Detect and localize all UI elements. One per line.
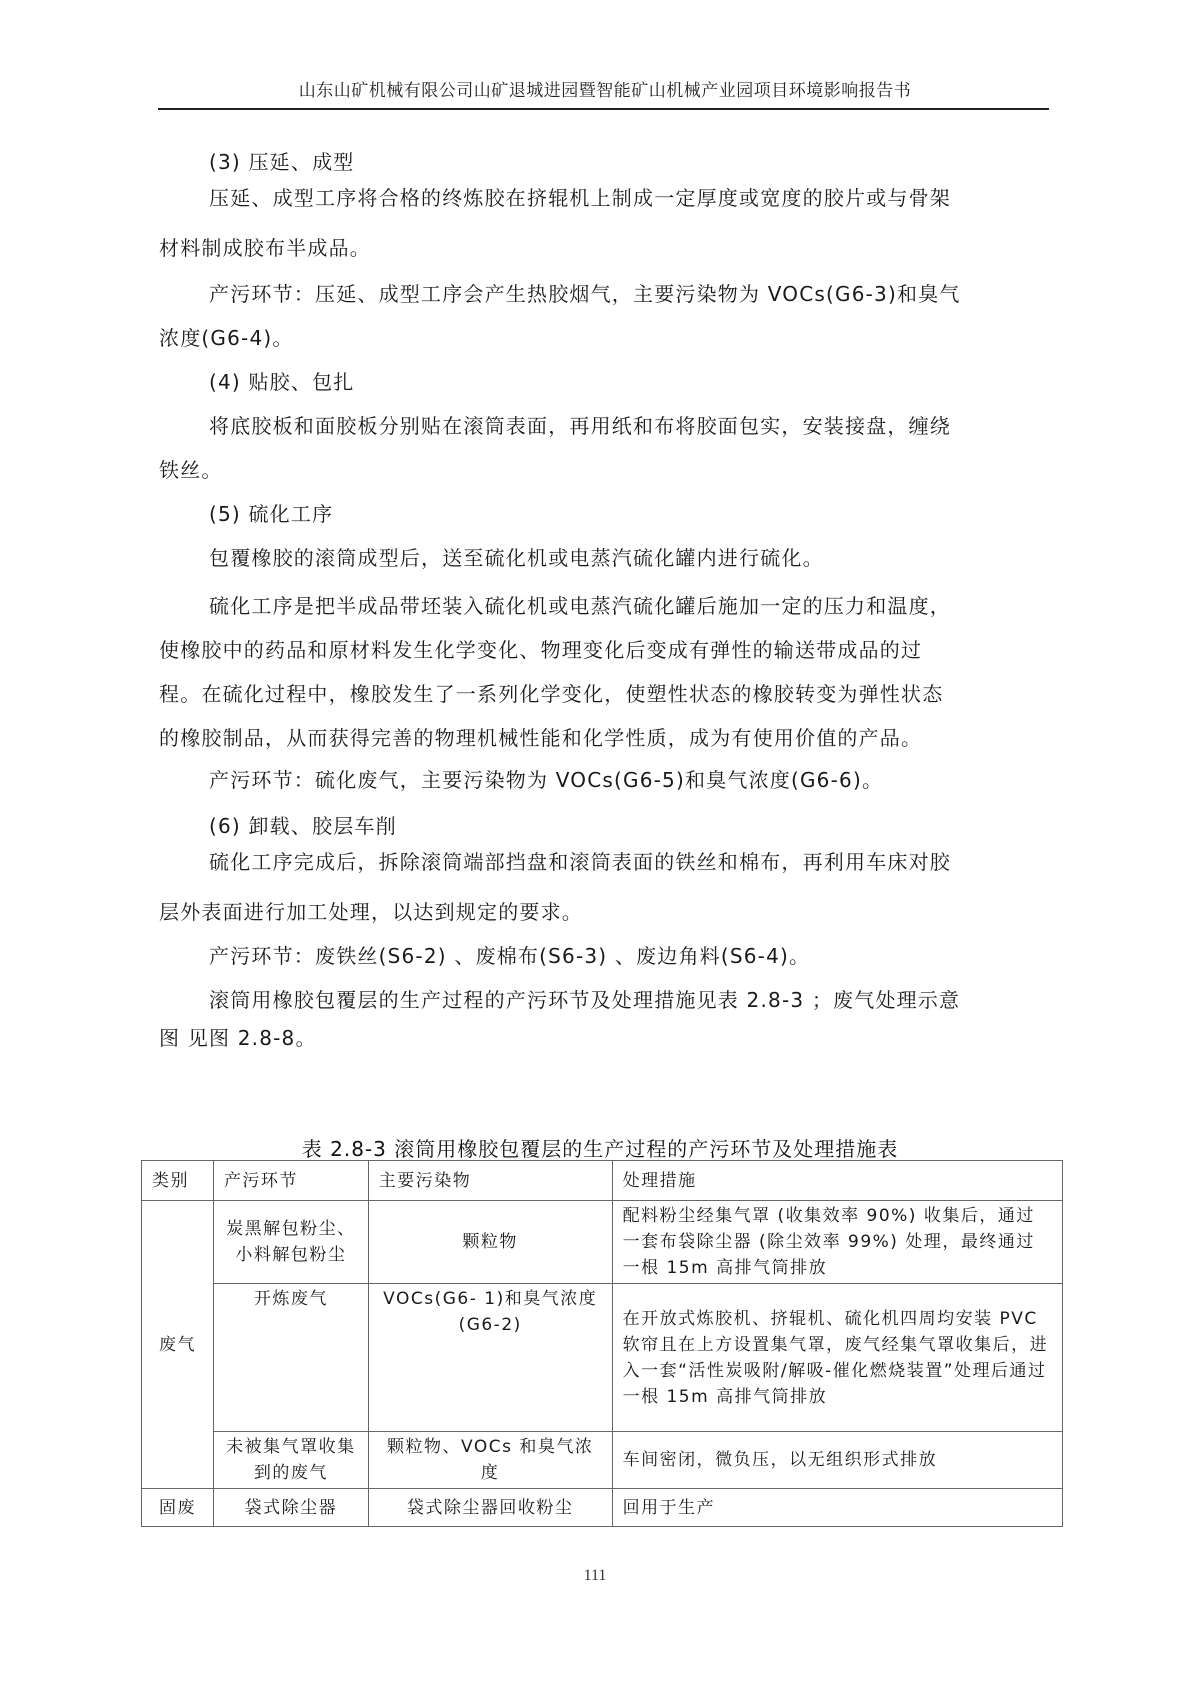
page-number: 111 [583, 1567, 607, 1584]
measure-cell: 在开放式炼胶机、挤辊机、硫化机四周均安装 PVC 软帘且在上方设置集气罩，废气经集气罩收集后，进入一套“活性炭吸附/解吸-催化燃烧装置”处理后通过一根 15m 高排气筒排放 [612, 1284, 1062, 1432]
category-cell: 废气 [142, 1201, 214, 1489]
pollutant-cell: 颗粒物 [368, 1201, 612, 1284]
section-heading-6: (6) 卸载、胶层车削 [209, 814, 397, 838]
pollution-table [141, 1160, 1063, 1527]
table-row [142, 1432, 1063, 1489]
header-cell-category: 类别 [142, 1161, 214, 1201]
body-paragraph: 浓度(G6-4)。 [159, 326, 294, 350]
measure-cell: 车间密闭，微负压，以无组织形式排放 [612, 1432, 1062, 1489]
pollutant-cell: 袋式除尘器回收粉尘 [368, 1489, 612, 1527]
body-paragraph: 材料制成胶布半成品。 [159, 236, 371, 260]
header-cell-source: 产污环节 [213, 1161, 368, 1201]
pollutant-cell: 颗粒物、VOCs 和臭气浓度 [368, 1432, 612, 1489]
body-paragraph: 使橡胶中的药品和原材料发生化学变化、物理变化后变成有弹性的输送带成品的过 [159, 638, 923, 662]
source-cell: 开炼废气 [213, 1284, 368, 1432]
body-paragraph: 程。在硫化过程中，橡胶发生了一系列化学变化，使塑性状态的橡胶转变为弹性状态 [159, 682, 944, 706]
body-paragraph: 包覆橡胶的滚筒成型后，送至硫化机或电蒸汽硫化罐内进行硫化。 [209, 546, 824, 570]
measure-cell: 回用于生产 [612, 1489, 1062, 1527]
document-header-title: 山东山矿机械有限公司山矿退城进园暨智能矿山机械产业园项目环境影响报告书 [298, 81, 912, 101]
body-paragraph: 铁丝。 [159, 458, 223, 482]
body-paragraph: 压延、成型工序将合格的终炼胶在挤辊机上制成一定厚度或宽度的胶片或与骨架 [209, 186, 951, 210]
body-paragraph: 层外表面进行加工处理，以达到规定的要求。 [159, 900, 583, 924]
body-paragraph: 滚筒用橡胶包覆层的生产过程的产污环节及处理措施见表 2.8-3 ；废气处理示意 [209, 988, 961, 1012]
body-paragraph: 的橡胶制品，从而获得完善的物理机械性能和化学性质，成为有使用价值的产品。 [159, 726, 923, 750]
header-divider [158, 108, 1049, 110]
source-cell: 炭黑解包粉尘、小料解包粉尘 [213, 1201, 368, 1284]
body-paragraph: 图 见图 2.8-8。 [159, 1026, 317, 1050]
body-paragraph: 产污环节：压延、成型工序会产生热胶烟气，主要污染物为 VOCs(G6-3)和臭气 [209, 282, 961, 306]
table-row [142, 1201, 1063, 1284]
body-paragraph: 硫化工序完成后，拆除滚筒端部挡盘和滚筒表面的铁丝和棉布，再利用车床对胶 [209, 850, 951, 874]
header-cell-pollutant: 主要污染物 [368, 1161, 612, 1201]
category-cell: 固废 [142, 1489, 214, 1527]
body-paragraph: 硫化工序是把半成品带坯装入硫化机或电蒸汽硫化罐后施加一定的压力和温度， [209, 594, 951, 618]
section-heading-4: (4) 贴胶、包扎 [209, 370, 355, 394]
table-row [142, 1284, 1063, 1432]
section-heading-5: (5) 硫化工序 [209, 502, 334, 526]
header-cell-measure: 处理措施 [612, 1161, 1062, 1201]
table-header-row [142, 1161, 1063, 1201]
source-cell: 未被集气罩收集到的废气 [213, 1432, 368, 1489]
body-paragraph: 产污环节：硫化废气，主要污染物为 VOCs(G6-5)和臭气浓度(G6-6)。 [209, 768, 884, 792]
source-cell: 袋式除尘器 [213, 1489, 368, 1527]
body-paragraph: 将底胶板和面胶板分别贴在滚筒表面，再用纸和布将胶面包实，安装接盘，缠绕 [209, 414, 951, 438]
section-heading-3: (3) 压延、成型 [209, 150, 355, 174]
table-caption: 表 2.8-3 滚筒用橡胶包覆层的生产过程的产污环节及处理措施表 [301, 1137, 899, 1161]
pollutant-cell: VOCs(G6- 1)和臭气浓度(G6-2) [368, 1284, 612, 1432]
measure-cell: 配料粉尘经集气罩 (收集效率 90%) 收集后，通过一套布袋除尘器 (除尘效率 99%) 处理，最终通过一根 15m 高排气筒排放 [612, 1201, 1062, 1284]
body-paragraph: 产污环节：废铁丝(S6-2) 、废棉布(S6-3) 、废边角料(S6-4)。 [209, 944, 811, 968]
table-row [142, 1489, 1063, 1527]
